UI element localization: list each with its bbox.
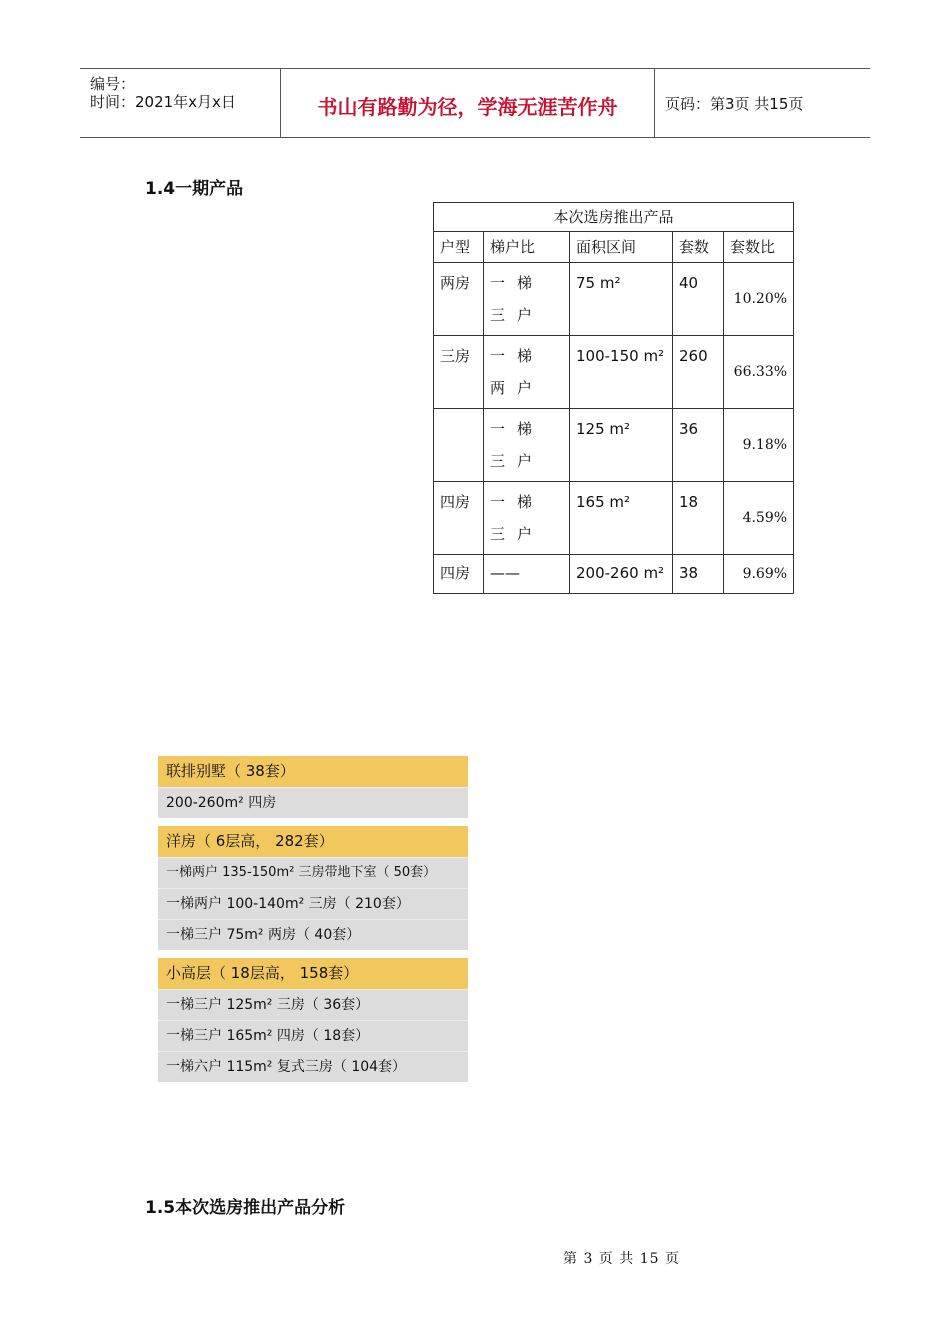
table-cell-ratio: 9.18% xyxy=(724,409,794,482)
table-header-cell: 户型 xyxy=(434,232,484,263)
product-table xyxy=(433,202,794,594)
table-row xyxy=(434,336,794,409)
table-header-cell: 套数 xyxy=(673,232,724,263)
table-cell-count: 36 xyxy=(673,409,724,482)
table-cell-ladder: 一梯三户 xyxy=(484,409,570,482)
table-row xyxy=(434,409,794,482)
header-motto: 书山有路勤为径，学海无涯苦作舟 xyxy=(317,95,618,119)
table-cell-area: 100-150 m² xyxy=(570,336,673,409)
table-header-cell: 梯户比 xyxy=(484,232,570,263)
list-item: 一梯两户 135-150m² 三房带地下室（ 50套） xyxy=(158,857,468,888)
header-date: 时间：2021年x月x日 xyxy=(90,93,236,111)
table-cell-area: 75 m² xyxy=(570,263,673,336)
table-cell-ladder: —— xyxy=(484,555,570,594)
table-header-cell: 面积区间 xyxy=(570,232,673,263)
list-item: 一梯三户 165m² 四房（ 18套） xyxy=(158,1020,468,1051)
table-header-cell: 套数比 xyxy=(724,232,794,263)
section-title-1-4: 1.4一期产品 xyxy=(145,179,244,199)
list-item: 一梯两户 100-140m² 三房（ 210套） xyxy=(158,888,468,919)
list-item: 200-260m² 四房 xyxy=(158,787,468,818)
group-header-townhouse: 联排别墅（ 38套） xyxy=(158,756,468,787)
table-cell-type: 三房 xyxy=(434,336,484,409)
header-number: 编号： xyxy=(90,75,136,93)
table-caption: 本次选房推出产品 xyxy=(434,203,794,232)
table-cell-count: 38 xyxy=(673,555,724,594)
table-cell-ratio: 10.20% xyxy=(724,263,794,336)
table-cell-type xyxy=(434,409,484,482)
table-cell-ratio: 66.33% xyxy=(724,336,794,409)
table-header-row xyxy=(434,232,794,263)
list-item: 一梯三户 125m² 三房（ 36套） xyxy=(158,989,468,1020)
table-cell-ladder: 一梯三户 xyxy=(484,482,570,555)
table-cell-count: 260 xyxy=(673,336,724,409)
table-row xyxy=(434,555,794,594)
table-cell-ladder: 一梯三户 xyxy=(484,263,570,336)
header-page-cell xyxy=(655,69,870,137)
table-cell-type: 四房 xyxy=(434,555,484,594)
table-cell-count: 40 xyxy=(673,263,724,336)
product-list xyxy=(158,756,468,1082)
group-header-garden-house: 洋房（ 6层高， 282套） xyxy=(158,826,468,857)
table-cell-area: 200-260 m² xyxy=(570,555,673,594)
header-page-number: 页码：第3页 共15页 xyxy=(665,95,804,113)
header-motto-cell xyxy=(281,69,655,137)
table-cell-ratio: 4.59% xyxy=(724,482,794,555)
table-row xyxy=(434,263,794,336)
table-cell-area: 165 m² xyxy=(570,482,673,555)
section-title-1-5: 1.5本次选房推出产品分析 xyxy=(145,1198,346,1218)
group-header-midrise: 小高层（ 18层高， 158套） xyxy=(158,958,468,989)
table-cell-ladder: 一梯两户 xyxy=(484,336,570,409)
list-item: 一梯六户 115m² 复式三房（ 104套） xyxy=(158,1051,468,1082)
footer-page-number: 第 3 页 共 15 页 xyxy=(563,1251,680,1267)
table-cell-count: 18 xyxy=(673,482,724,555)
table-cell-type: 四房 xyxy=(434,482,484,555)
header-meta-cell xyxy=(80,69,281,137)
page-header xyxy=(80,68,870,138)
table-cell-ratio: 9.69% xyxy=(724,555,794,594)
table-cell-area: 125 m² xyxy=(570,409,673,482)
table-cell-type: 两房 xyxy=(434,263,484,336)
table-row xyxy=(434,482,794,555)
list-item: 一梯三户 75m² 两房（ 40套） xyxy=(158,919,468,950)
